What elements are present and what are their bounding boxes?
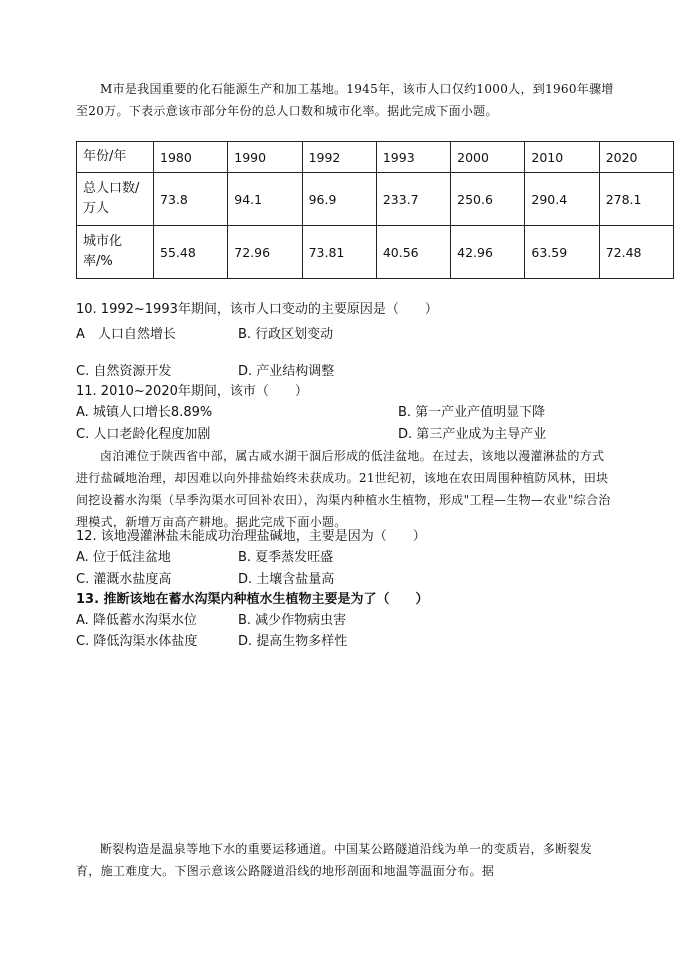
table-row-population — [77, 173, 674, 226]
table-header-cell: 1990 — [228, 142, 302, 173]
question-12-stem: 12. 该地漫灌淋盐未能成功治理盐碱地，主要是因为（ ） — [76, 529, 426, 544]
question-12-option-b[interactable]: B. 夏季蒸发旺盛 — [238, 550, 334, 565]
table-header-cell: 年份/年 — [77, 142, 154, 173]
question-10-stem: 10. 1992~1993年期间，该市人口变动的主要原因是（ ） — [76, 302, 438, 317]
question-13-option-d[interactable]: D. 提高生物多样性 — [238, 634, 348, 649]
question-13-stem: 13. 推断该地在蓄水沟渠内种植水生植物主要是为了（ ） — [76, 592, 429, 607]
question-12-option-c[interactable]: C. 灌溉水盐度高 — [76, 572, 172, 587]
question-10-option-a[interactable]: A 人口自然增长 — [76, 327, 176, 342]
table-cell: 94.1 — [228, 173, 302, 226]
table-cell: 233.7 — [376, 173, 450, 226]
question-11-option-b[interactable]: B. 第一产业产值明显下降 — [398, 405, 546, 420]
table-row-urbanization — [77, 226, 674, 279]
question-12-option-a[interactable]: A. 位于低洼盆地 — [76, 550, 171, 565]
question-13-option-c[interactable]: C. 降低沟渠水体盐度 — [76, 634, 198, 649]
table-cell: 40.56 — [376, 226, 450, 279]
table-row-label: 城市化率/% — [77, 226, 154, 279]
table-header-cell: 2010 — [525, 142, 599, 173]
table-header-cell: 1993 — [376, 142, 450, 173]
question-13-option-a[interactable]: A. 降低蓄水沟渠水位 — [76, 613, 197, 628]
question-13-option-b[interactable]: B. 减少作物病虫害 — [238, 613, 347, 628]
table-cell: 42.96 — [451, 226, 525, 279]
population-table — [76, 141, 674, 279]
table-header-cell: 1992 — [302, 142, 376, 173]
table-header-cell: 1980 — [154, 142, 228, 173]
table-cell: 72.96 — [228, 226, 302, 279]
table-header-row — [77, 142, 674, 173]
question-11-option-d[interactable]: D. 第三产业成为主导产业 — [398, 427, 547, 442]
table-cell: 63.59 — [525, 226, 599, 279]
table-header-cell: 2020 — [599, 142, 673, 173]
table-cell: 55.48 — [154, 226, 228, 279]
table-cell: 72.48 — [599, 226, 673, 279]
table-cell: 250.6 — [451, 173, 525, 226]
question-11-option-a[interactable]: A. 城镇人口增长8.89% — [76, 405, 213, 420]
question-11-stem: 11. 2010~2020年期间，该市（ ） — [76, 384, 308, 399]
question-12-option-d[interactable]: D. 土壤含盐量高 — [238, 572, 335, 587]
passage-lubotan: 卤泊滩位于陕西省中部，属古咸水湖干涸后形成的低洼盆地。在过去，该地以漫灌淋盐的方式进行盐碱地治理，却因难以向外排盐始终未获成功。21世纪初，该地在农田周围种植防风林，田块间挖设蓄水沟渠（旱季沟渠水可回补农田），沟渠内种植水生植物，形成"工程—生物—农业"综合治理模式，新增万亩高产耕地。据此完成下面小题。 — [76, 449, 611, 529]
table-cell: 96.9 — [302, 173, 376, 226]
table-cell: 290.4 — [525, 173, 599, 226]
table-header-cell: 2000 — [451, 142, 525, 173]
question-10-option-c[interactable]: C. 自然资源开发 — [76, 364, 172, 379]
question-10-option-b[interactable]: B. 行政区划变动 — [238, 327, 334, 342]
question-10-option-d[interactable]: D. 产业结构调整 — [238, 364, 335, 379]
table-row-label: 总人口数/万人 — [77, 173, 154, 226]
table-cell: 278.1 — [599, 173, 673, 226]
table-cell: 73.81 — [302, 226, 376, 279]
question-11-option-c[interactable]: C. 人口老龄化程度加剧 — [76, 427, 211, 442]
passage-fault-structure: 断裂构造是温泉等地下水的重要运移通道。中国某公路隧道沿线为单一的变质岩，多断裂发育，施工难度大。下图示意该公路隧道沿线的地形剖面和地温等温面分布。据 — [76, 842, 593, 878]
passage-m-city: M市是我国重要的化石能源生产和加工基地。1945年，该市人口仅约1000人，到1960年骤增至20万。下表示意该市部分年份的总人口数和城市化率。据此完成下面小题。 — [76, 82, 614, 118]
table-cell: 73.8 — [154, 173, 228, 226]
